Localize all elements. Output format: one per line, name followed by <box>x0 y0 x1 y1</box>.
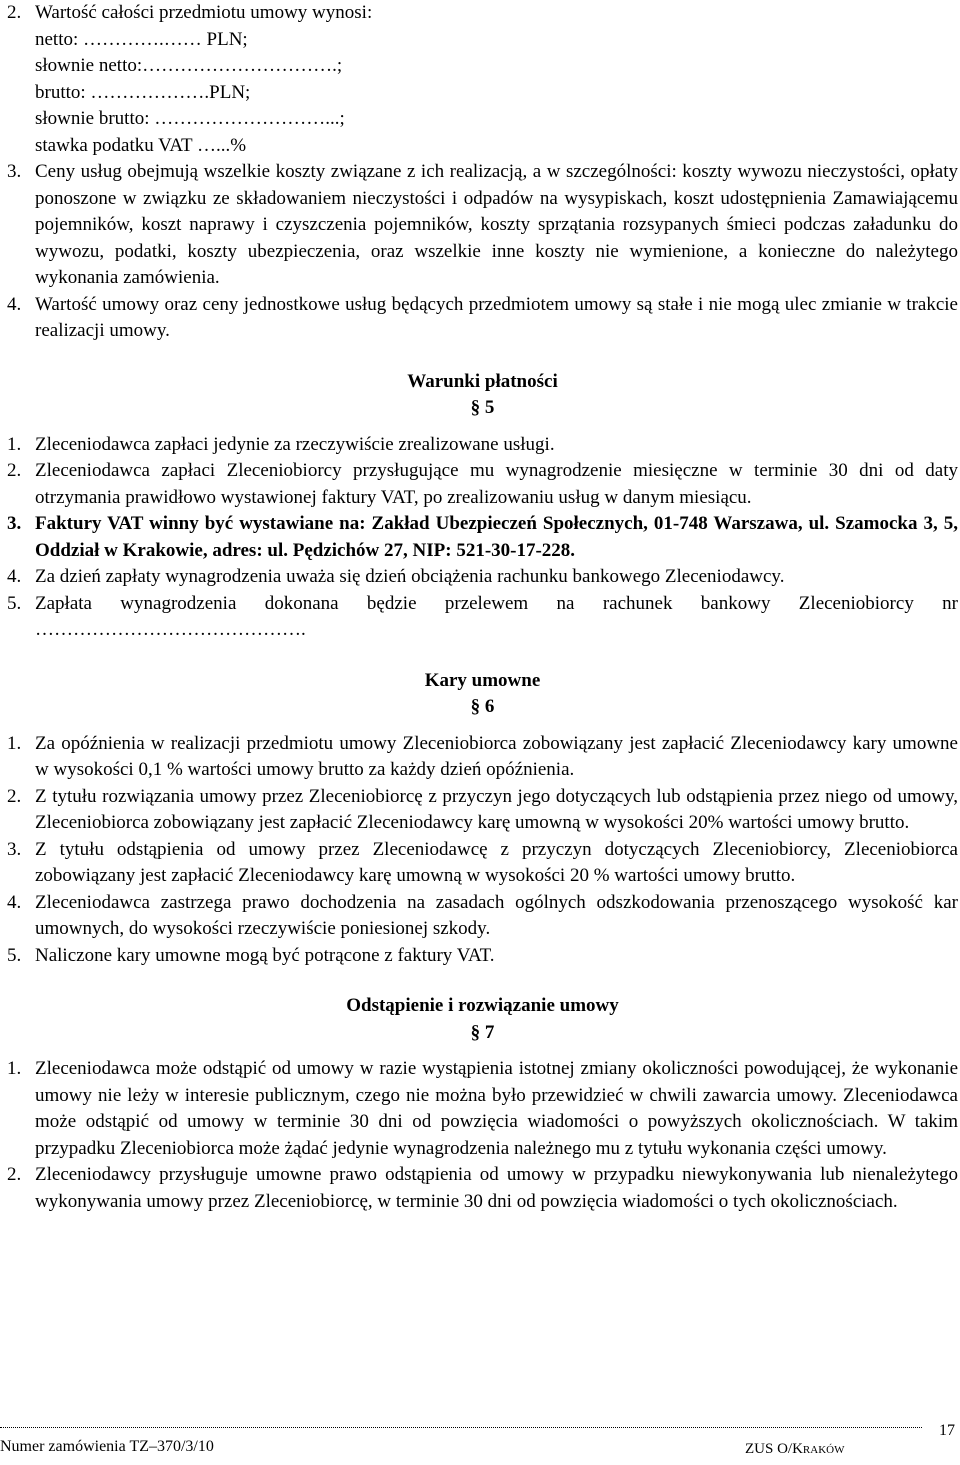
item-number: 4. <box>7 293 22 315</box>
list-item <box>7 943 958 970</box>
payment-value-section <box>7 0 958 345</box>
item-number: 2. <box>7 460 22 481</box>
item-number: 2. <box>7 2 22 23</box>
item-text: Faktury VAT winny być wystawiane na: Zakład Ubezpieczeń Społecznych, 01-748 Warszawa, ul. Szamocka 3, 5, Oddział w Krakowie, adres: ul. Pędzichów 27, NIP: 521-30-17-228. <box>35 513 958 561</box>
item-number: 3. <box>7 513 22 534</box>
item-text: Z tytułu odstąpienia od umowy przez Zleceniodawcę z przyczyn dotyczących Zleceniobiorcy, Zleceniobiorca zobowiązany jest zapłacić Zleceniodawcy karę umowną w wysokości 20 % wartości umowy brutto. <box>35 838 958 886</box>
list-item <box>7 564 958 591</box>
payment-terms-section <box>7 432 958 644</box>
item-number: 2. <box>7 785 22 807</box>
item-text: Naliczone kary umowne mogą być potrącone z faktury VAT. <box>35 944 495 966</box>
item-text: Zapłata wynagrodzenia dokonana będzie przelewem na rachunek bankowy Zleceniobiorcy nr ……………………………………. <box>35 592 958 640</box>
footer-rule <box>0 1427 922 1428</box>
list-item <box>7 511 958 564</box>
item-number: 4. <box>7 891 22 913</box>
item-text: Zleceniodawca może odstąpić od umowy w razie wystąpienia istotnej zmiany okoliczności powodującej, że wykonanie umowy nie leży w interesie publicznym, czego nie można było przewidzieć w chwili zawarcia umowy. Zleceniodawca może odstąpić od umowy w terminie 30 dni od powzięcia wiadomości o powyższych okolicznościach. W takim przypadku Zleceniobiorca może żądać jedynie wynagrodzenia należnego mu z tytułu wykonania części umowy. <box>35 1058 958 1159</box>
order-number: Numer zamówienia TZ–370/3/10 <box>0 1438 214 1455</box>
office-name: ZUS O/Kraków <box>745 1441 845 1457</box>
line: brutto: ……………….PLN; <box>35 81 251 103</box>
line: słownie netto:………………………….; <box>35 55 343 76</box>
penalties-section <box>7 731 958 970</box>
item-text: Za opóźnienia w realizacji przedmiotu umowy Zleceniobiorca zobowiązany jest zapłacić Zleceniodawcy kary umowne w wysokości 0,1 % wartości umowy brutto za każdy dzień opóźnienia. <box>35 732 958 780</box>
section-title: Odstąpienie i rozwiązanie umowy <box>346 995 619 1016</box>
list-item <box>7 890 958 943</box>
withdrawal-section <box>7 1056 958 1215</box>
list-item <box>7 837 958 890</box>
paragraph-number: § 7 <box>470 1021 495 1043</box>
list-item <box>7 292 958 345</box>
item-number: 2. <box>7 1164 22 1185</box>
line: słownie brutto: ………………………...; <box>35 108 345 129</box>
item-number: 3. <box>7 838 22 860</box>
item-number: 5. <box>7 944 22 966</box>
section-title: Warunki płatności <box>407 370 558 392</box>
list-item <box>7 784 958 837</box>
item-text: Zleceniodawcy przysługuje umowne prawo odstąpienia od umowy w przypadku niewykonywania lub nienależytego wykonywania umowy przez Zleceniobiorcę, w terminie 30 dni od powzięcia wiadomości o tych okolicznościach. <box>35 1164 958 1212</box>
document-page <box>7 0 958 1215</box>
item-text: Zleceniodawca zapłaci Zleceniobiorcy przysługujące mu wynagrodzenie miesięczne w terminie 30 dni od daty otrzymania prawidłowo wystawionej faktury VAT, po zrealizowaniu usług w danym miesiącu. <box>35 460 958 508</box>
item-number: 1. <box>7 732 22 754</box>
paragraph-number: § 6 <box>470 696 495 717</box>
item-text: Zleceniodawca zastrzega prawo dochodzenia na zasadach ogólnych odszkodowania przenoszącego wysokość kar umownych, do wysokości rzeczywiście poniesionej szkody. <box>35 891 958 939</box>
line: netto: ………….…… PLN; <box>35 28 248 50</box>
list-item <box>7 458 958 511</box>
line: Wartość całości przedmiotu umowy wynosi: <box>35 2 373 23</box>
page-number: 17 <box>939 1422 955 1439</box>
list-item <box>7 731 958 784</box>
list-item <box>7 432 958 459</box>
item-text: Z tytułu rozwiązania umowy przez Zleceniobiorcę z przyczyn jego dotyczących lub odstąpienia przez niego od umowy, Zleceniobiorca zobowiązany jest zapłacić Zleceniodawcy karę umowną w wysokości 20% wartości umowy brutto. <box>35 785 958 833</box>
page-footer <box>0 1415 960 1465</box>
item-number: 1. <box>7 433 22 455</box>
item-text: Za dzień zapłaty wynagrodzenia uważa się dzień obciążenia rachunku bankowego Zleceniodawcy. <box>35 566 785 587</box>
item-number: 3. <box>7 161 22 182</box>
item-text: Zleceniodawca zapłaci jedynie za rzeczywiście zrealizowane usługi. <box>35 433 555 455</box>
item-text: Wartość umowy oraz ceny jednostkowe usług będących przedmiotem umowy są stałe i nie mogą ulec zmianie w trakcie realizacji umowy. <box>35 293 958 341</box>
line: stawka podatku VAT …...% <box>35 134 247 156</box>
item-number: 1. <box>7 1058 22 1079</box>
item-text: Ceny usług obejmują wszelkie koszty związane z ich realizacją, a w szczególności: koszty wywozu nieczystości, opłaty ponoszone w związku ze składowaniem nieczystości i odpadów na wysypiskach, koszt udostępnienia Zamawiającemu pojemników, koszt naprawy i czyszczenia pojemników, koszty sprzątania rozsypanych śmieci podczas załadunku do wywozu, podatki, koszty ubezpieczenia, oraz wszelkie inne koszty nie wymienione, a konieczne do należytego wykonania zamówienia. <box>35 161 958 288</box>
paragraph-number: § 5 <box>470 397 495 418</box>
section-title: Kary umowne <box>424 669 541 691</box>
item-number: 4. <box>7 566 22 587</box>
list-item <box>7 1056 958 1162</box>
item-number: 5. <box>7 592 22 614</box>
list-item <box>7 159 958 292</box>
list-item <box>7 1162 958 1215</box>
list-item <box>7 0 958 159</box>
list-item <box>7 591 958 644</box>
